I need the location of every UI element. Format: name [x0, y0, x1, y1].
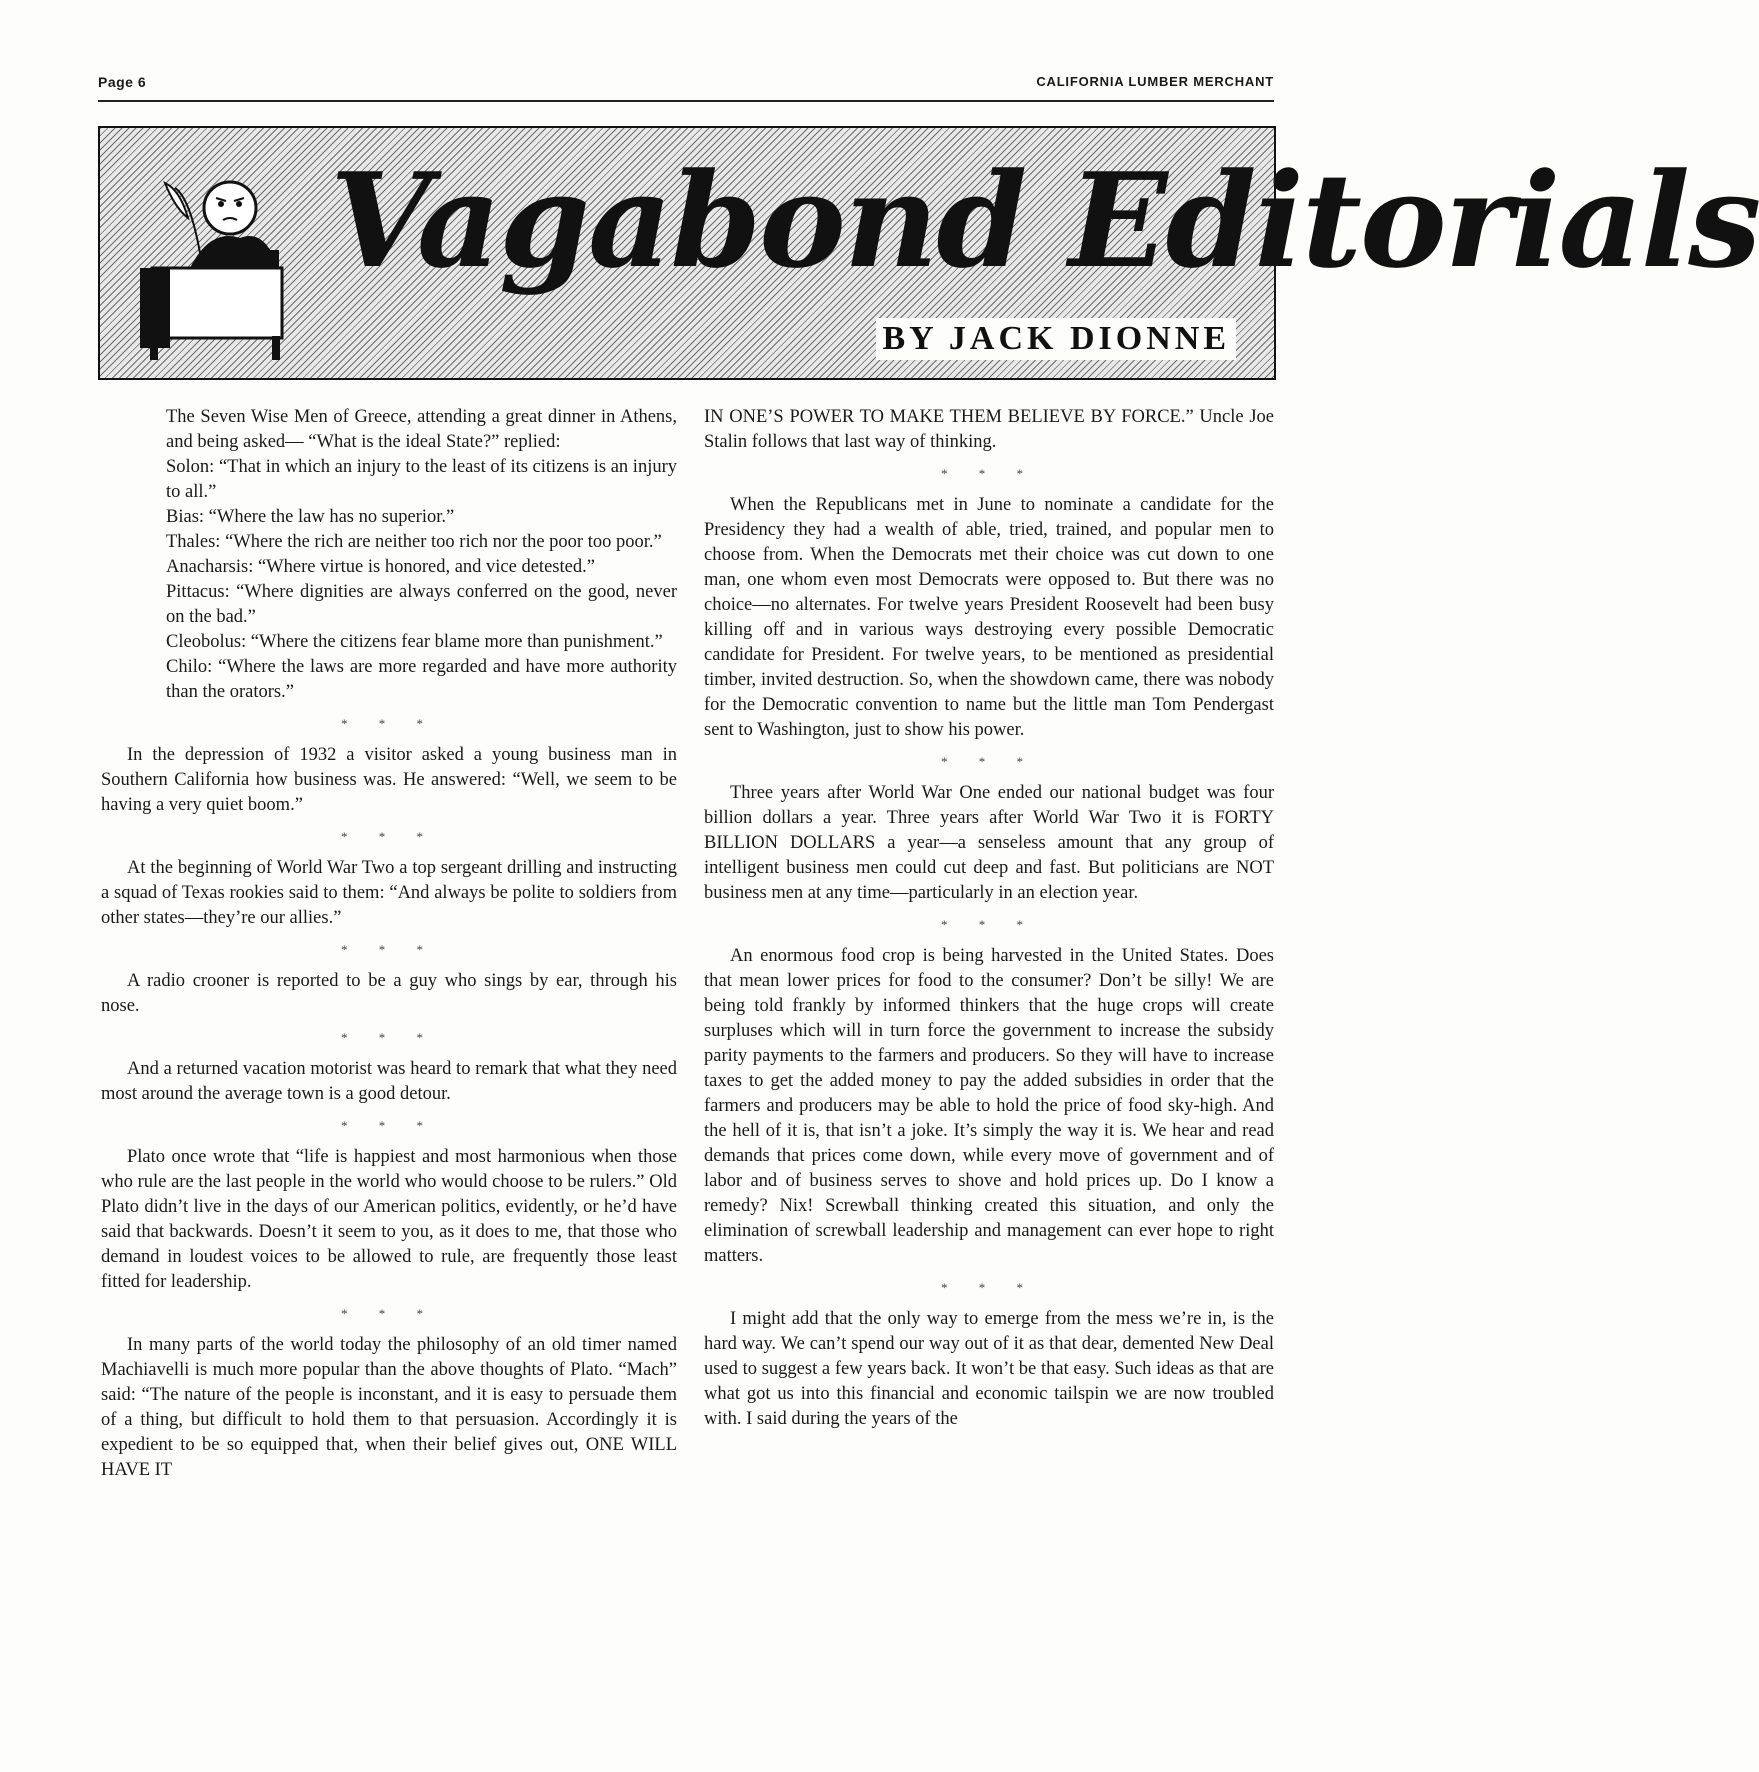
section-separator: * * *: [941, 466, 1037, 481]
left-column: [101, 405, 677, 1483]
quote-item: Bias: “Where the law has no superior.”: [166, 507, 455, 527]
paragraph: An enormous food crop is being harvested in the United States. Does that mean lower prices for food to the consumer? Don’t be silly! We are being told frankly by informed thinkers that the huge crops will create surpluses which will in turn force the government to increase the subsidy parity payments to the farmers and producers. So they will have to increase taxes to get the added money to pay the added subsidies in order that the farmers and producers may be able to hold the price of food sky-high. And the hell of it is, that isn’t a joke. It’s simply the way it is. We hear and read demands that prices come down, while every move of government and of labor and of business serves to shove and hold prices up. Do I know a remedy? Nix! Screwball thinking created this situation, and only the elimination of screwball leadership and management can ever hope to right matters.: [704, 946, 1274, 1266]
paragraph: Three years after World War One ended our national budget was four billion dollars a year. Three years after World War Two it is FORTY BILLION DOLLARS a year—a senseless amount that any group of intelligent business men could cut deep and fast. But politicians are NOT business men at any time—particularly in an election year.: [704, 783, 1274, 903]
paragraph: In many parts of the world today the philosophy of an old timer named Machiavelli is much more popular than the above thoughts of Plato. “Mach” said: “The nature of the people is inconstant, and it is easy to persuade them of a thing, but difficult to hold them to that persuasion. Accordingly it is expedient to be so equipped that, when their belief gives out, ONE WILL HAVE IT: [101, 1335, 677, 1480]
paragraph: When the Republicans met in June to nominate a candidate for the Presidency they had a wealth of able, tried, trained, and popular men to choose from. When the Democrats met their choice was cut down to one man, one whom even most Democrats were opposed to. But there was no choice—no alternates. For twelve years President Roosevelt had been busy killing off and in various ways destroying every possible Democratic candidate for President. For twelve years, to be mentioned as presidential timber, invited destruction. So, when the showdown came, there was nobody for the Democratic convention to name but the little man Tom Pendergast sent to Washington, just to show his power.: [704, 495, 1274, 740]
quote-item: Anacharsis: “Where virtue is honored, and vice detested.”: [166, 557, 595, 577]
section-separator: * * *: [341, 942, 437, 957]
paragraph: And a returned vacation motorist was heard to remark that what they need most around the average town is a good detour.: [101, 1059, 677, 1104]
quote-item: Solon: “That in which an injury to the least of its citizens is an injury to all.”: [166, 457, 677, 502]
section-separator: * * *: [941, 1280, 1037, 1295]
right-column: [704, 405, 1274, 1432]
section-separator: * * *: [341, 829, 437, 844]
section-separator: * * *: [941, 917, 1037, 932]
paragraph: Plato once wrote that “life is happiest and most harmonious when those who rule are the last people in the world who would choose to be rulers.” Old Plato didn’t live in the days of our American politics, evidently, or he’d have said that backwards. Doesn’t it seem to you, as it does to me, that those who demand in loudest voices to be allowed to rule, are frequently those least fitted for leadership.: [101, 1147, 677, 1292]
section-separator: * * *: [341, 1030, 437, 1045]
publication-name: CALIFORNIA LUMBER MERCHANT: [1036, 74, 1274, 89]
quote-item: Chilo: “Where the laws are more regarded and have more authority than the orators.”: [166, 657, 677, 702]
banner-byline: BY JACK DIONNE: [876, 318, 1236, 360]
paragraph: I might add that the only way to emerge from the mess we’re in, is the hard way. We can’t spend our way out of it as that dear, demented New Deal used to suggest a few years back. It won’t be that easy. Such ideas as that are what got us into this financial and economic tailspin we are now troubled with. I said during the years of the: [704, 1309, 1274, 1429]
quote-item: Thales: “Where the rich are neither too rich nor the poor too poor.”: [166, 532, 662, 552]
paragraph: At the beginning of World War Two a top sergeant drilling and instructing a squad of Texas rookies said to them: “And always be polite to soldiers from other states—they’re our allies.”: [101, 858, 677, 928]
quote-intro: The Seven Wise Men of Greece, attending a great dinner in Athens, and being asked— “What is the ideal State?” replied:: [166, 407, 677, 452]
section-separator: * * *: [941, 754, 1037, 769]
banner-title: Vagabond Editorials: [330, 144, 1759, 297]
wise-men-quotes: [166, 405, 677, 705]
paragraph: A radio crooner is reported to be a guy who sings by ear, through his nose.: [101, 971, 677, 1016]
page-header: [98, 72, 1274, 102]
continued-paragraph: IN ONE’S POWER TO MAKE THEM BELIEVE BY FORCE.” Uncle Joe Stalin follows that last way of thinking.: [704, 407, 1274, 452]
quote-item: Pittacus: “Where dignities are always conferred on the good, never on the bad.”: [166, 582, 677, 627]
paragraph: In the depression of 1932 a visitor asked a young business man in Southern California how business was. He answered: “Well, we seem to be having a very quiet boom.”: [101, 745, 677, 815]
section-separator: * * *: [341, 1118, 437, 1133]
quote-item: Cleobolus: “Where the citizens fear blame more than punishment.”: [166, 632, 663, 652]
editorial-banner: [98, 126, 1759, 380]
page-number: Page 6: [98, 74, 147, 90]
section-separator: * * *: [341, 716, 437, 731]
section-separator: * * *: [341, 1306, 437, 1321]
